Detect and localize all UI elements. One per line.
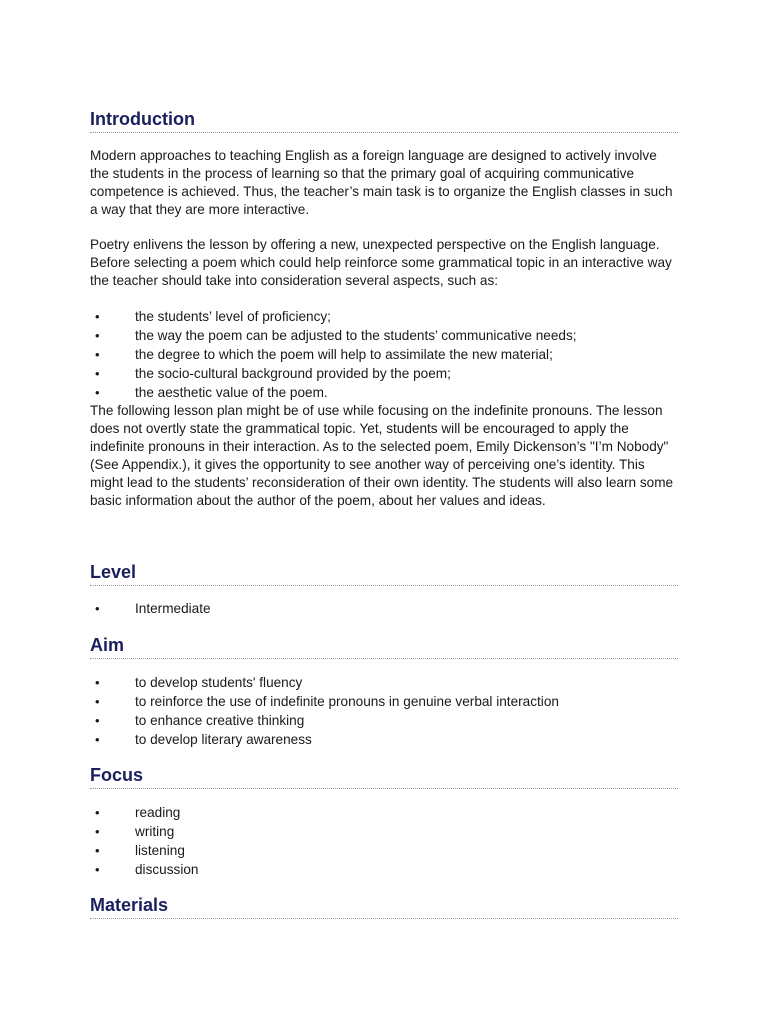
list-item bbox=[90, 307, 678, 326]
list-item-text: to develop students' fluency bbox=[135, 675, 303, 690]
focus-list bbox=[90, 803, 678, 879]
list-item bbox=[90, 730, 678, 749]
list-item-text: to develop literary awareness bbox=[135, 732, 312, 747]
introduction-paragraph-3: The following lesson plan might be of use while focusing on the indefinite pronouns. The lesson does not overtly state the grammatical topic. Yet, students will be encouraged to apply the indefinite pronouns in their interaction. As to the selected poem, Emily Dickenson’s "I’m Nobody" (See Appendix.), it gives the opportunity to see another way of perceiving one’s identity. This might lead to the students’ reconsideration of their own identity. The students will also learn some basic information about the author of the poem, about her values and ideas. bbox=[90, 403, 674, 508]
bullet-icon: • bbox=[95, 675, 100, 690]
aim-heading: Aim bbox=[90, 634, 678, 659]
bullet-icon: • bbox=[95, 366, 100, 381]
bullet-icon: • bbox=[95, 601, 100, 616]
list-item-text: listening bbox=[135, 843, 185, 858]
list-item bbox=[90, 692, 678, 711]
list-item-text: writing bbox=[135, 824, 175, 839]
bullet-icon: • bbox=[95, 862, 100, 877]
list-item bbox=[90, 711, 678, 730]
list-item-text: discussion bbox=[135, 862, 199, 877]
list-item bbox=[90, 383, 678, 402]
list-item-text: to enhance creative thinking bbox=[135, 713, 305, 728]
level-list bbox=[90, 599, 678, 618]
aim-list bbox=[90, 673, 678, 749]
bullet-icon: • bbox=[95, 824, 100, 839]
bullet-icon: • bbox=[95, 694, 100, 709]
list-item bbox=[90, 345, 678, 364]
list-item-text: to reinforce the use of indefinite pronouns in genuine verbal interaction bbox=[135, 694, 559, 709]
list-item bbox=[90, 599, 678, 618]
list-item-text: the aesthetic value of the poem. bbox=[135, 385, 328, 400]
bullet-icon: • bbox=[95, 309, 100, 324]
bullet-icon: • bbox=[95, 843, 100, 858]
bullet-icon: • bbox=[95, 328, 100, 343]
list-item-text: Intermediate bbox=[135, 601, 211, 616]
list-item-text: the degree to which the poem will help to assimilate the new material; bbox=[135, 347, 553, 362]
list-item-text: the way the poem can be adjusted to the students’ communicative needs; bbox=[135, 328, 577, 343]
bullet-icon: • bbox=[95, 732, 100, 747]
aspects-list bbox=[90, 307, 678, 402]
focus-heading: Focus bbox=[90, 764, 678, 789]
level-heading: Level bbox=[90, 561, 678, 586]
introduction-paragraph-2: Poetry enlivens the lesson by offering a new, unexpected perspective on the English language. Before selecting a poem which could help reinforce some grammatical topic in an interactive way the teacher should take into consideration several aspects, such as: bbox=[90, 237, 672, 288]
introduction-heading: Introduction bbox=[90, 108, 678, 133]
list-item bbox=[90, 860, 678, 879]
bullet-icon: • bbox=[95, 805, 100, 820]
list-item bbox=[90, 822, 678, 841]
list-item bbox=[90, 673, 678, 692]
list-item bbox=[90, 841, 678, 860]
list-item-text: the students’ level of proficiency; bbox=[135, 309, 331, 324]
bullet-icon: • bbox=[95, 347, 100, 362]
list-item bbox=[90, 326, 678, 345]
list-item-text: reading bbox=[135, 805, 181, 820]
materials-heading: Materials bbox=[90, 894, 678, 919]
list-item bbox=[90, 364, 678, 383]
bullet-icon: • bbox=[95, 385, 100, 400]
introduction-paragraph-1: Modern approaches to teaching English as a foreign language are designed to actively involve the students in the process of learning so that the primary goal of acquiring communicative competence is achieved. Thus, the teacher’s main task is to organize the English classes in such a way that they are more interactive. bbox=[90, 148, 673, 217]
list-item bbox=[90, 803, 678, 822]
list-item-text: the socio-cultural background provided by the poem; bbox=[135, 366, 451, 381]
bullet-icon: • bbox=[95, 713, 100, 728]
